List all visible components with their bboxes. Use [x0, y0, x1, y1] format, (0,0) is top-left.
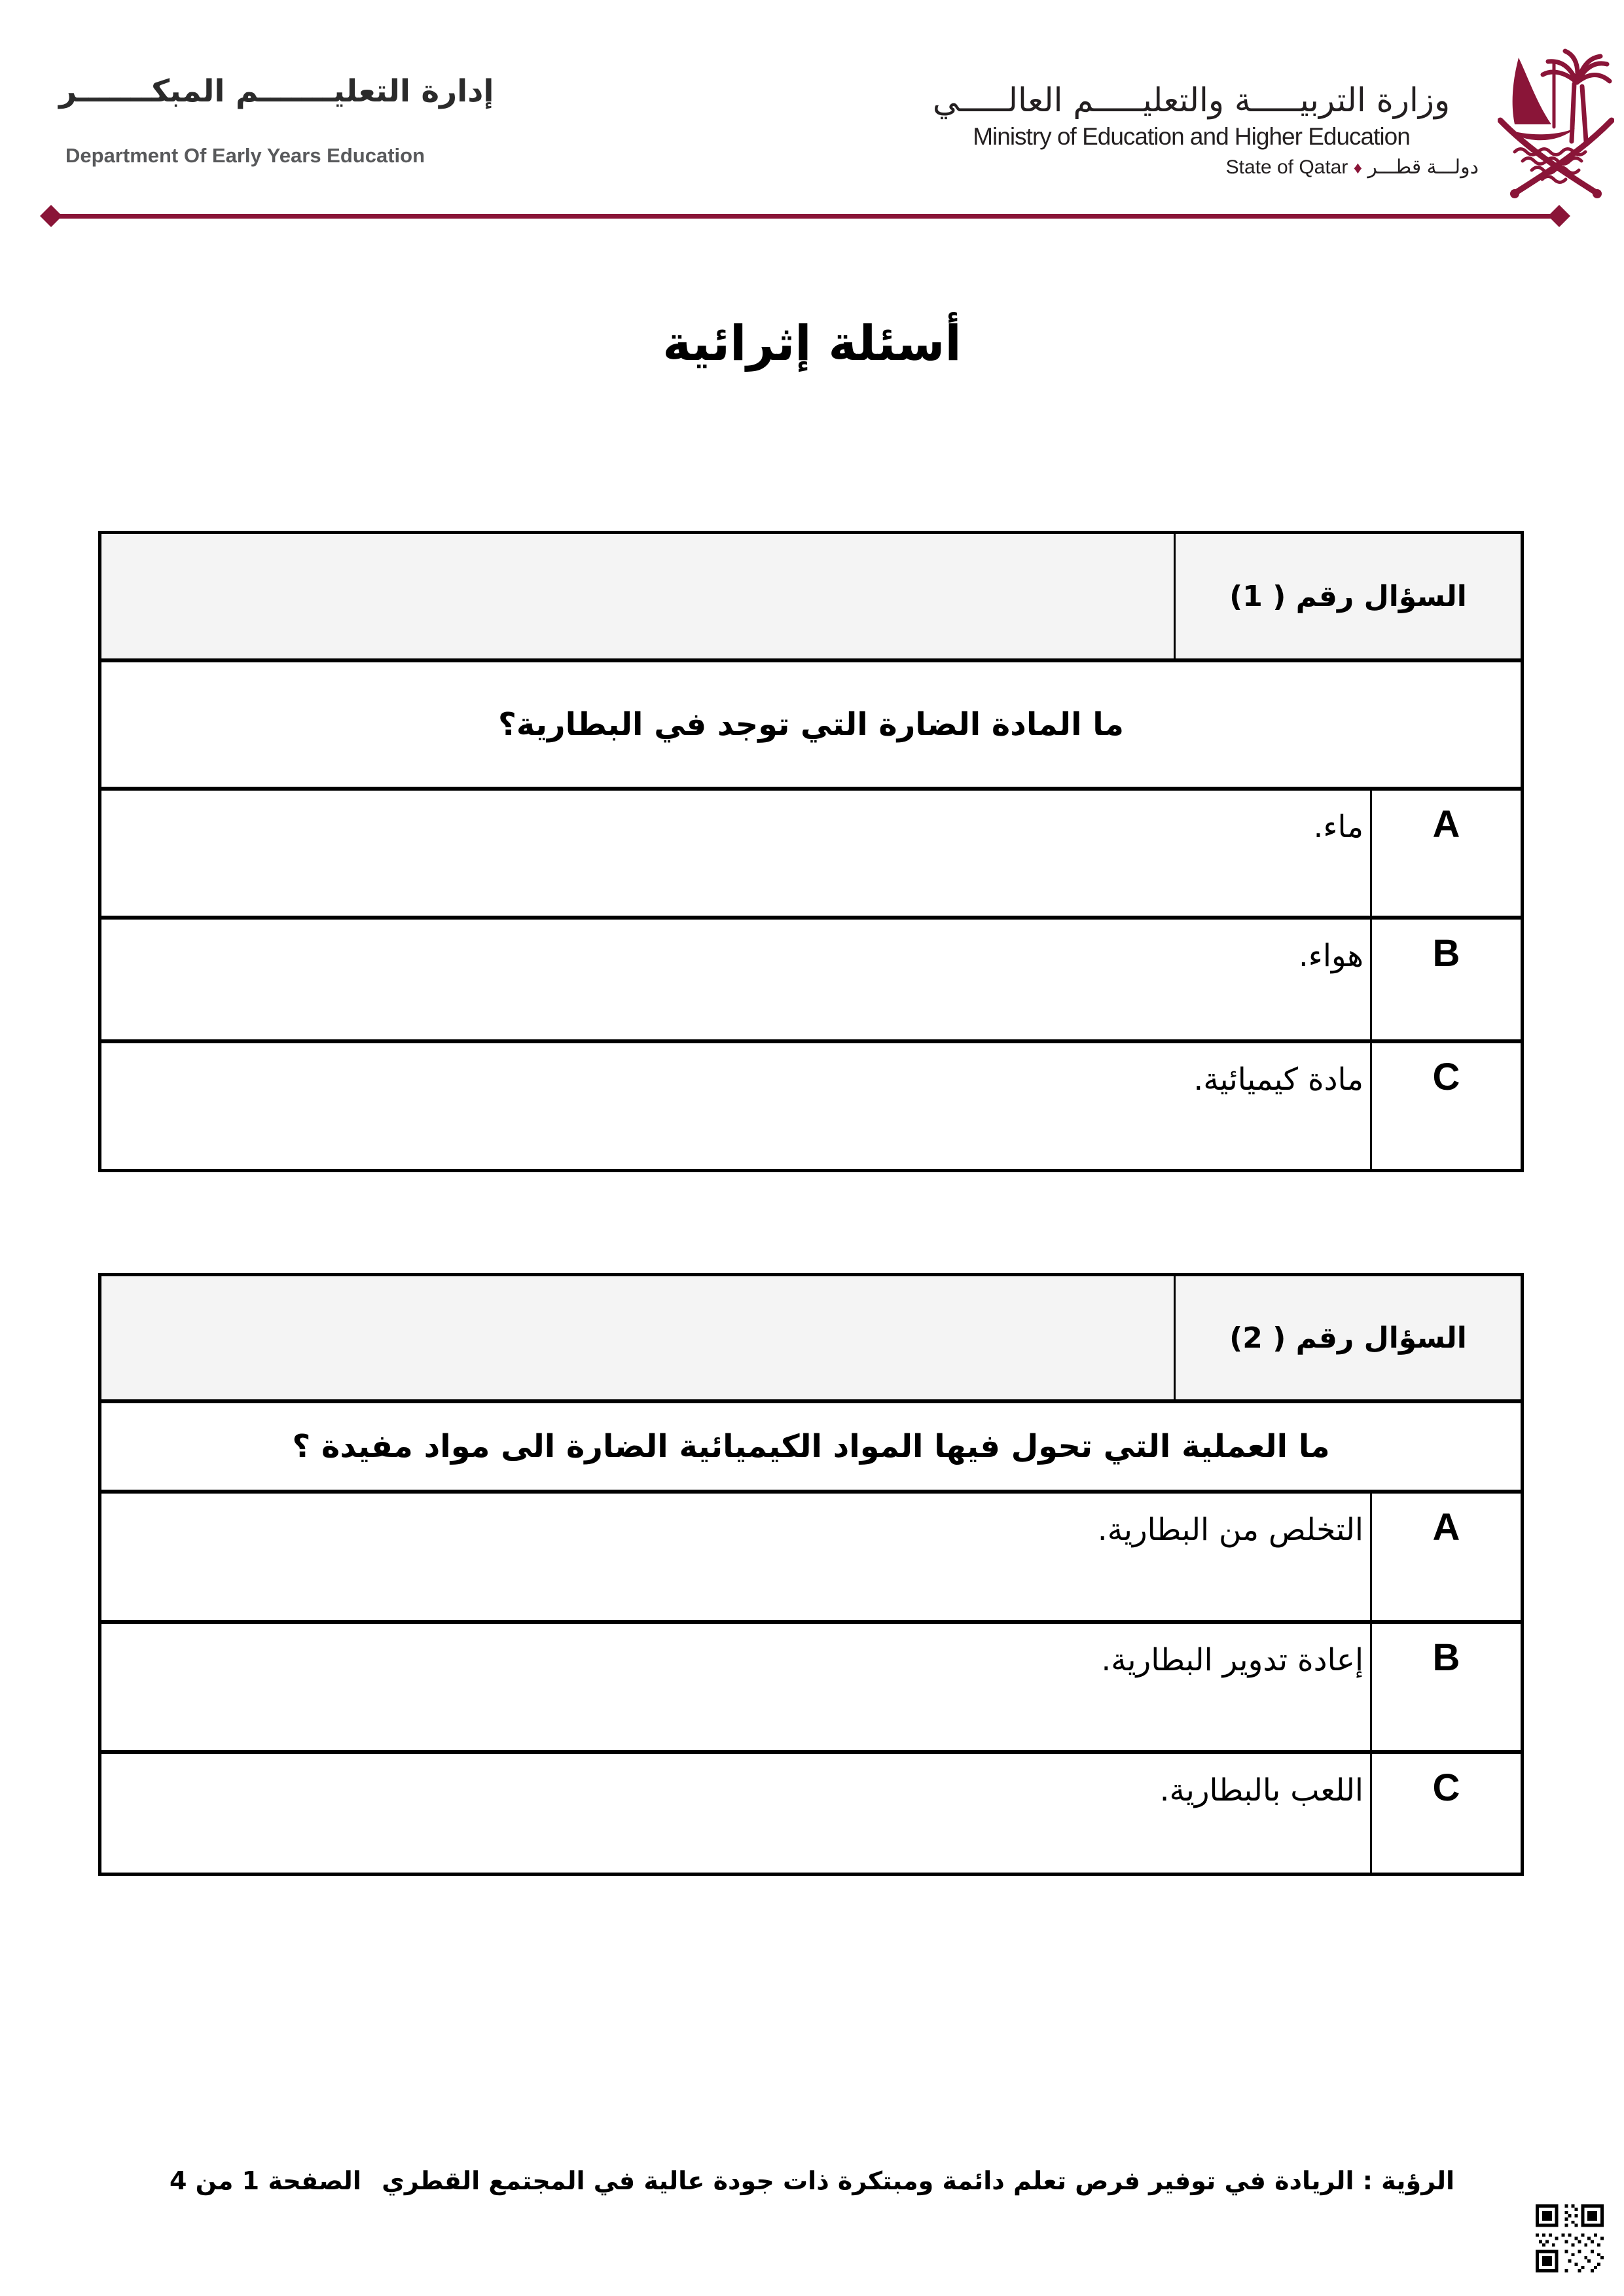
question-2-option-c-text: اللعب بالبطارية. [1159, 1772, 1363, 1808]
department-name-english: Department Of Early Years Education [65, 144, 425, 167]
ministry-header-block [900, 81, 1483, 179]
question-2-text: ما العملية التي تحول فيها المواد الكيميائية الضارة الى مواد مفيدة ؟ [292, 1428, 1330, 1465]
qatar-emblem-icon [1498, 43, 1614, 202]
question-2-option-a-row [101, 1490, 1521, 1620]
rule-left-diamond-icon [40, 205, 62, 227]
question-2-text-row [101, 1399, 1521, 1490]
page-title: أسئلة إثرائية [662, 315, 962, 372]
question-2-option-a-letter: A [1370, 1494, 1521, 1620]
question-1-text-row [101, 658, 1521, 787]
state-of-qatar-line [900, 156, 1483, 179]
diamond-separator-icon: ♦ [1353, 158, 1362, 177]
question-1-number-label: السؤال رقم ( 1) [1174, 534, 1521, 658]
question-2-header-row [101, 1276, 1521, 1399]
question-1-option-c-letter: C [1370, 1043, 1521, 1169]
header-divider-rule [52, 214, 1561, 219]
rule-right-diamond-icon [1548, 205, 1570, 227]
question-2-number-label: السؤال رقم ( 2) [1174, 1276, 1521, 1399]
question-2-option-c-letter: C [1370, 1754, 1521, 1873]
question-2-option-a-text: التخلص من البطارية. [1097, 1512, 1363, 1548]
footer-vision-text: الرؤية : الريادة في توفير فرص تعلم دائمة ومبتكرة ذات جودة عالية في المجتمع القطري [382, 2166, 1454, 2195]
footer-vision-line [0, 2166, 1624, 2195]
question-1-option-b-letter: B [1370, 920, 1521, 1039]
question-1-text: ما المادة الضارة التي توجد في البطارية؟ [498, 706, 1124, 743]
department-name-arabic: إدارة التعليـــــــم المبكـــــــر [59, 73, 494, 109]
question-1-option-a-text: ماء. [1313, 809, 1363, 845]
question-1-header-empty-cell [101, 534, 1174, 658]
question-1-option-a-row [101, 787, 1521, 916]
state-of-qatar-english: State of Qatar [1225, 156, 1348, 178]
question-1-option-a-letter: A [1370, 791, 1521, 916]
question-table-1 [98, 531, 1524, 1172]
question-1-option-b-row [101, 916, 1521, 1039]
question-2-option-c-row [101, 1750, 1521, 1873]
question-1-option-c-text: مادة كيميائية. [1193, 1062, 1363, 1098]
state-of-qatar-arabic: دولـــة قطـــر [1367, 156, 1479, 178]
question-table-2 [98, 1273, 1524, 1876]
question-1-option-b-text: هواء. [1298, 938, 1363, 974]
question-1-option-c-row [101, 1039, 1521, 1169]
question-2-option-b-letter: B [1370, 1624, 1521, 1750]
page-number-label: الصفحة 1 من 4 [170, 2166, 361, 2195]
ministry-name-arabic: وزارة التربيـــــة والتعليـــــم العالـــــي [932, 81, 1451, 119]
ministry-name-english: Ministry of Education and Higher Education [973, 123, 1410, 150]
question-2-option-b-text: إعادة تدوير البطارية. [1101, 1642, 1363, 1678]
question-2-header-empty-cell [101, 1276, 1174, 1399]
question-2-option-b-row [101, 1620, 1521, 1750]
question-1-header-row [101, 534, 1521, 658]
qr-code [1533, 2204, 1606, 2272]
